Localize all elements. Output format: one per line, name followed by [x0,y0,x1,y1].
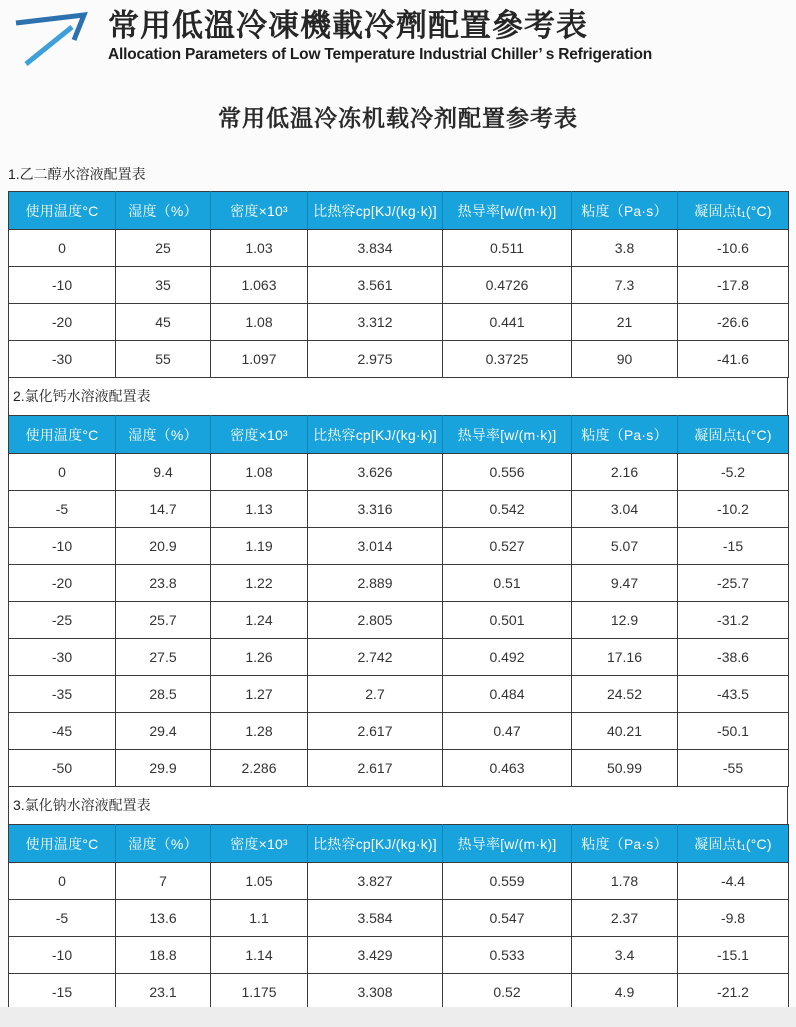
table-cell: 25 [116,230,211,267]
table-cell: -5 [9,491,116,528]
table-cell: -26.6 [678,304,789,341]
table-cell: 2.617 [308,713,443,750]
column-header: 凝固点t₁(°C) [678,192,789,230]
table-cell: 0 [9,454,116,491]
table-cell: 29.9 [116,750,211,787]
table-cell: 25.7 [116,602,211,639]
table-cell: 0.556 [443,454,572,491]
table-cell: 0.542 [443,491,572,528]
table-cell: 0.547 [443,900,572,937]
brand-title: 常用低溫冷凍機載冷劑配置參考表 [108,8,588,43]
tables-container [8,161,788,1011]
column-header: 凝固点t₁(°C) [678,416,789,454]
table-row [9,528,789,565]
table-cell: 3.312 [308,304,443,341]
table-cell: 0.511 [443,230,572,267]
table-cell: 1.13 [211,491,308,528]
table-cell: 3.4 [572,937,678,974]
column-header: 热导率[w/(m·k)] [443,416,572,454]
table-cell: -4.4 [678,863,789,900]
table-cell: 1.1 [211,900,308,937]
table-row [9,750,789,787]
column-header: 使用温度°C [9,825,116,863]
table-cell: 9.4 [116,454,211,491]
table-cell: 2.37 [572,900,678,937]
table-cell: -17.8 [678,267,789,304]
parameters-table [8,824,789,1011]
table-row [9,639,789,676]
table-cell: 1.08 [211,454,308,491]
table-cell: 50.99 [572,750,678,787]
table-cell: -43.5 [678,676,789,713]
table-cell: 3.316 [308,491,443,528]
column-header: 湿度（%） [116,416,211,454]
table-cell: 0 [9,863,116,900]
table-cell: -45 [9,713,116,750]
table-cell: 0.484 [443,676,572,713]
table-cell: 2.742 [308,639,443,676]
table-cell: 1.28 [211,713,308,750]
table-row [9,937,789,974]
parameters-table [8,191,789,378]
table-header-row [9,825,789,863]
table-row [9,974,789,1011]
table-cell: 1.063 [211,267,308,304]
table-cell: 21 [572,304,678,341]
table-cell: 1.19 [211,528,308,565]
table-cell: 0.501 [443,602,572,639]
table-cell: 1.27 [211,676,308,713]
column-header: 密度×10³ [211,192,308,230]
table-row [9,491,789,528]
table-row [9,676,789,713]
table-cell: -25.7 [678,565,789,602]
table-cell: -30 [9,341,116,378]
table-cell: 2.7 [308,676,443,713]
page-title: 常用低温冷冻机载冷剂配置参考表 [218,105,578,131]
table-cell: -35 [9,676,116,713]
table-cell: -30 [9,639,116,676]
table-cell: -41.6 [678,341,789,378]
table-cell: -10.6 [678,230,789,267]
table-row [9,341,789,378]
table-row [9,602,789,639]
table-cell: 40.21 [572,713,678,750]
table-row [9,713,789,750]
section-label: 1.乙二醇水溶液配置表 [8,166,146,182]
arrow-up-right-icon [10,6,92,68]
brand-header [0,0,796,68]
table-cell: 27.5 [116,639,211,676]
table-header-row [9,416,789,454]
table-cell: 0.52 [443,974,572,1011]
table-cell: -38.6 [678,639,789,676]
table-cell: 3.308 [308,974,443,1011]
column-header: 热导率[w/(m·k)] [443,192,572,230]
table-cell: 3.014 [308,528,443,565]
table-cell: -15 [678,528,789,565]
column-header: 凝固点t₁(°C) [678,825,789,863]
column-header: 使用温度°C [9,416,116,454]
table-cell: -9.8 [678,900,789,937]
column-header: 热导率[w/(m·k)] [443,825,572,863]
table-cell: 5.07 [572,528,678,565]
table-cell: -10 [9,267,116,304]
column-header: 比热容cp[KJ/(kg·k)] [308,825,443,863]
table-cell: 1.24 [211,602,308,639]
table-cell: 1.03 [211,230,308,267]
table-row [9,565,789,602]
table-cell: 0.559 [443,863,572,900]
table-cell: 4.9 [572,974,678,1011]
column-header: 密度×10³ [211,416,308,454]
table-cell: 0.51 [443,565,572,602]
section-label: 2.氯化钙水溶液配置表 [8,378,788,415]
table-cell: 0.47 [443,713,572,750]
table-cell: 3.834 [308,230,443,267]
table-row [9,900,789,937]
table-cell: 0.463 [443,750,572,787]
table-cell: 90 [572,341,678,378]
table-cell: 35 [116,267,211,304]
table-cell: 0 [9,230,116,267]
table-cell: 1.097 [211,341,308,378]
table-cell: -20 [9,304,116,341]
column-header: 密度×10³ [211,825,308,863]
table-row [9,230,789,267]
table-cell: 55 [116,341,211,378]
table-cell: 1.175 [211,974,308,1011]
table-cell: -15 [9,974,116,1011]
column-header: 湿度（%） [116,825,211,863]
brand-subtitle: Allocation Parameters of Low Temperature Industrial Chiller’ s Refrigeration [108,45,653,63]
table-cell: -5.2 [678,454,789,491]
table-row [9,304,789,341]
table-cell: -15.1 [678,937,789,974]
table-cell: -5 [9,900,116,937]
table-cell: 9.47 [572,565,678,602]
table-cell: 1.08 [211,304,308,341]
footer-strip [0,1007,796,1027]
table-cell: 2.286 [211,750,308,787]
table-cell: 3.8 [572,230,678,267]
table-cell: 7 [116,863,211,900]
table-cell: -21.2 [678,974,789,1011]
column-header: 湿度（%） [116,192,211,230]
table-row [9,454,789,491]
table-cell: 24.52 [572,676,678,713]
table-cell: -10 [9,937,116,974]
table-cell: 3.626 [308,454,443,491]
table-cell: 3.561 [308,267,443,304]
table-cell: 0.441 [443,304,572,341]
table-cell: 2.889 [308,565,443,602]
table-row [9,267,789,304]
table-cell: 1.26 [211,639,308,676]
table-cell: 20.9 [116,528,211,565]
table-cell: 45 [116,304,211,341]
column-header: 比热容cp[KJ/(kg·k)] [308,192,443,230]
table-cell: 0.3725 [443,341,572,378]
table-cell: 3.584 [308,900,443,937]
table-cell: 2.805 [308,602,443,639]
table-cell: 0.527 [443,528,572,565]
table-cell: 23.8 [116,565,211,602]
table-cell: 7.3 [572,267,678,304]
table-cell: 1.05 [211,863,308,900]
table-cell: 0.492 [443,639,572,676]
table-cell: -31.2 [678,602,789,639]
table-cell: 2.617 [308,750,443,787]
table-cell: 0.4726 [443,267,572,304]
table-cell: 3.04 [572,491,678,528]
table-cell: 29.4 [116,713,211,750]
column-header: 粘度（Pa·s） [572,416,678,454]
table-header-row [9,192,789,230]
table-cell: 1.14 [211,937,308,974]
table-cell: -50 [9,750,116,787]
column-header: 比热容cp[KJ/(kg·k)] [308,416,443,454]
table-cell: 17.16 [572,639,678,676]
table-cell: 13.6 [116,900,211,937]
table-cell: -25 [9,602,116,639]
table-cell: 12.9 [572,602,678,639]
table-cell: 28.5 [116,676,211,713]
column-header: 粘度（Pa·s） [572,825,678,863]
table-cell: 2.16 [572,454,678,491]
table-cell: -55 [678,750,789,787]
table-cell: 0.533 [443,937,572,974]
column-header: 粘度（Pa·s） [572,192,678,230]
table-cell: 14.7 [116,491,211,528]
table-cell: -10.2 [678,491,789,528]
parameters-table [8,415,789,787]
table-cell: 1.78 [572,863,678,900]
table-cell: 3.429 [308,937,443,974]
section-label: 3.氯化钠水溶液配置表 [8,787,788,824]
table-cell: 1.22 [211,565,308,602]
table-cell: 2.975 [308,341,443,378]
table-row [9,863,789,900]
table-cell: -50.1 [678,713,789,750]
table-cell: 18.8 [116,937,211,974]
brand-titles [108,6,652,64]
table-cell: -10 [9,528,116,565]
column-header: 使用温度°C [9,192,116,230]
table-cell: -20 [9,565,116,602]
table-cell: 3.827 [308,863,443,900]
table-cell: 23.1 [116,974,211,1011]
